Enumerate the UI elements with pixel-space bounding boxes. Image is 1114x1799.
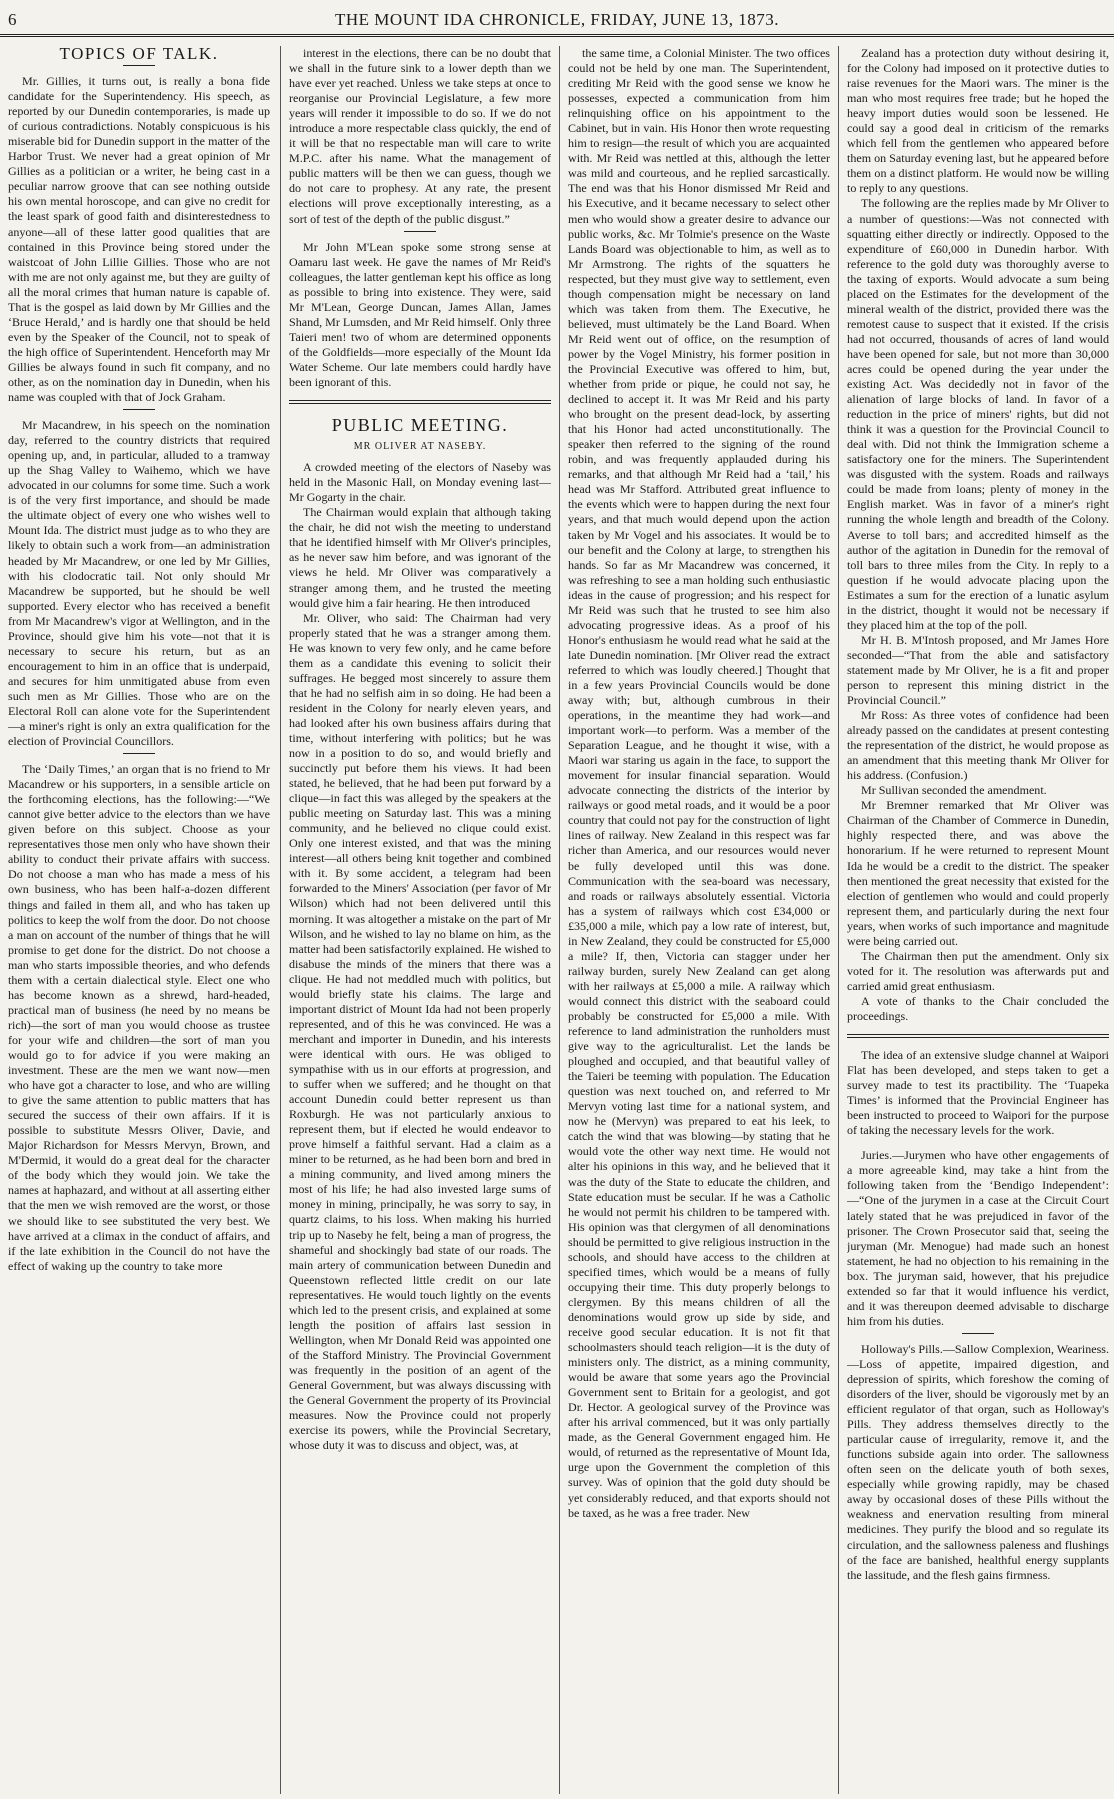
advert-paragraph: Holloway's Pills.—Sallow Complexion, Weariness.—Loss of appetite, impaired digestion, and depression of spirits, which foreshow the coming of disorders of the liver, should be vigorously met by an efficient regulator of that organ, such as Holloway's Pills. They address themselves directly to the particular cause of irregularity, remove it, and the functions subside again into order. The sallowness often seen on the delicate youth of both sexes, especially while growing rapidly, may be chased away by occasional doses of these Pills without the weakness and enervation resulting from mineral medicines. They purify the blood and so regulate its circulation, and the sallowness paleness and flushings of the face are banished, healthful energy supplants the lassitude, and the flesh gains firmness. xyxy=(847,1341,1109,1582)
article-paragraph: Mr Bremner remarked that Mr Oliver was Chairman of the Chamber of Commerce in Dunedin, highly respected there, and was above the honorarium. If he were returned to represent Mount Ida he would be a credit to the district. The speaker then mentioned the great necessity that existed for the election of gentlemen who would and could properly represent them, and particularly during the next four years, when works of such importance and magnitude were being carried out. xyxy=(847,798,1109,948)
topics-heading: TOPICS OF TALK. xyxy=(59,46,219,63)
article-paragraph: interest in the elections, there can be no doubt that we shall in the future sink to a lower depth than we have ever yet reached. Unless we take steps at once to reorganise our Provincial Legislature, a few more years will render it impossible to do so. If we do not introduce a more respectable class quickly, the end of it will be that no respectable man will care to write M.P.C. after his name. What the management of public matters will be then we can guess, though we do not care to prophesy. At any rate, the present elections will prove exceptionally interesting, as a sort of test of the depth of the public disgust.” xyxy=(289,46,551,226)
column-3 xyxy=(568,46,830,1794)
article-paragraph: Mr. Gillies, it turns out, is really a bona fide candidate for the Superintendency. His speech, as reported by our Dunedin contemporaries, is made up of curious contradictions. Notably conspicuous is his miserable bid for Dunedin support in the matter of the Harbor Trust. We never had a great opinion of Mr Gillies as a politician or a writer, he being cast in a peculiar narrow groove that can see nothing outside his own mental horoscope, and can give no credit for the least spark of good faith and disinterestedness to anyone—all of these latter good qualities that are contained in this Province being stored under the waistcoat of John Lillie Gillies. Those who are not with me are not only against me, but they are guilty of all the moral crimes that human nature is capable of. That is the gospel as laid down by Mr Gillies and the ‘Bruce Herald,’ and is hardly one that should be held even by the Speaker of the Council, not to speak of the high office of Superintendent. Henceforth may Mr Gillies be always found in such fit company, and no other, as on the nomination day in Dunedin, when his name was coupled with that of Jock Graham. xyxy=(8,74,270,405)
page-number: 6 xyxy=(8,10,17,29)
article-paragraph: Mr. Oliver, who said: The Chairman had very properly stated that he was a stranger among them. He was known to very few only, and he came before them as a candidate this evening to solicit their suffrages. He begged most sincerely to assure them that he had no selfish aim in so doing. He had been a resident in the Colony for nearly eleven years, and had looked after his own business affairs during that time, without interfering with politics; but he was now in a position to do so, and would briefly and succinctly put before them his views. It had been stated, he believed, that he had been put forward by a clique—in fact this was alleged by the speakers at the public meeting on Saturday last. This was a mining community, and he believed no clique could exist. Only one interest existed, and that was the mining interest—all others being knit together and combined with it. By some accident, a telegram had been forwarded to the Miners' Association (per favor of Mr Wilson) which had not been delivered until this morning. It was altogether a mistake on the part of Mr Wilson, and he wished to lay no blame on him, as the matter had been satisfactorily explained. He wished to disabuse the minds of the miners that there was a clique. He had not meddled much with politics, but would briefly state his claims. The large and important district of Mount Ida had not been properly represented, and of this he was convinced. He was a merchant and importer in Dunedin, and his interests were identical with ours. He was obliged to sympathise with us in our efforts at progression, and to suffer when we suffered; and he thought on that account Dunedin could better represent us than Roxburgh. He was not particularly anxious to represent them, but if elected he would endeavor to prove himself a faithful servant. Had a claim as a miner to be returned, as he had been born and bred in a mining community, and lived among miners the most of his life; he had also invested large sums of money in mining, principally, he was sorry to say, in quartz claims, to his loss. When making his hurried trip up to Naseby he felt, being a man of progress, the shameful and shockingly bad state of our roads. The main artery of communication between Dunedin and Queenstown reflected little credit on our late representatives. He would touch lightly on the events which led to the present crisis, and explained at some length the position of affairs last session in Wellington, when Mr Donald Reid was appointed one of the Stafford Ministry. The Provincial Government was frequently in the position of an agent of the General Government, but was always discussing with the General Government the property of its Provincial measures. Now the Province could not properly exercise its powers, while the Provincial Secretary, whose duty it was to discuss and object, was, at xyxy=(289,610,551,1453)
advertisement xyxy=(847,1342,1109,1583)
divider xyxy=(123,753,155,754)
article-paragraph: Mr John M'Lean spoke some strong sense at Oamaru last week. He gave the names of Mr Reid's colleagues, the latter gentleman kept his office as long as possible to bring into existence. They were, said Mr M'Lean, George Duncan, James Allan, James Shand, Mr Lumsden, and Mr Reid himself. Only three Taieri men! two of whom are determined opponents of the Goldfields—more especially of the Mount Ida Water Scheme. Our late members could hardly have been ignorant of this. xyxy=(289,239,551,389)
column-2 xyxy=(289,46,551,1794)
article-paragraph: The following are the replies made by Mr Oliver to a number of questions:—Was not connected with squatting either directly or indirectly. Opposed to the expenditure of £60,000 in Dunedin harbor. With reference to the gold duty was thoroughly averse to the taxing of exports. Would advocate a sum being placed on the Estimates for the development of the mineral wealth of the district, provided there was the remotest cause to suspect that it existed. If the crisis had not occurred, thousands of acres of land would have been opened for sale, but not more than 30,000 acres could be opened during the year under the existing Act. Was decidedly not in favor of the alienation of large blocks of land. In favor of a reduction in the price of miners' rights, but did not think it was a question for the Provincial Council to deal with. Did not think the Immigration scheme a satisfactory one for the miners. The Superintendent was disgusted with the system. Roads and railways could be made from loans; plenty of money in the English market. Was in favor of a miner's right running the whole length and breadth of the Colony. Averse to toll bars; and accredited himself as the author of the agitation in Dunedin for the removal of toll bars to three miles from the City. In reply to a question if he would advocate placing upon the Estimates a sum for the erection of a lunatic asylum in the district, thought it would not be necessary if they placed him at the top of the poll. xyxy=(847,196,1109,632)
column-rule xyxy=(838,46,839,1794)
section-separator xyxy=(289,400,551,404)
article-paragraph: A crowded meeting of the electors of Naseby was held in the Masonic Hall, on Monday evening last—Mr Gogarty in the chair. xyxy=(289,460,551,505)
article-paragraph: The Chairman then put the amendment. Only six voted for it. The resolution was afterwards put and carried amid great enthusiasm. xyxy=(847,948,1109,993)
article-paragraph: The idea of an extensive sludge channel at Waipori Flat has been developed, and steps taken to get a survey made to test its practibility. The ‘Tuapeka Times’ is informed that the Provincial Engineer has been instructed to proceed to Waipori for the purpose of taking the necessary levels for the work. xyxy=(847,1048,1109,1138)
column-rule xyxy=(559,46,560,1794)
divider xyxy=(123,409,155,410)
column-1 xyxy=(8,46,270,1794)
article-paragraph: Mr H. B. M'Intosh proposed, and Mr James Hore seconded—“That from the able and satisfactory statement made by Mr Oliver, he is a fit and proper person to represent this mining district in the Provincial Council.” xyxy=(847,632,1109,708)
column-4 xyxy=(847,46,1109,1794)
column-rule xyxy=(280,46,281,1794)
meeting-heading: PUBLIC MEETING. xyxy=(331,415,509,436)
article-paragraph: A vote of thanks to the Chair concluded the proceedings. xyxy=(847,993,1109,1023)
article-paragraph: Mr Macandrew, in his speech on the nomination day, referred to the country districts that required opening up, and, in particular, alluded to a tramway up the Shag Valley to Waihemo, which we have advocated in our columns for some time. Such a work is of the very first importance, and should be made the ultimate object of every one who wishes well to Mount Ida. The district must judge as to who they are likely to obtain such a work from—an administration headed by Mr Macandrew, or one led by Mr Gillies, with his clodocratic tail. Not only should Mr Macandrew be supported, but he should be well supported. Every elector who has received a benefit from Mr Macandrew's vigor at Wellington, and in the Province, should give him his vote—not that it is necessary to secure his return, but as an encouragement to him in an office that is underpaid, and secures for him unmitigated abuse from even such men as Mr Gillies. Those who are on the Electoral Roll can alone vote for the Superintendent—a miner's right is only an extra qualification for the election of Provincial Councillors. xyxy=(8,418,270,749)
article-paragraph: Mr Ross: As three votes of confidence had been already passed on the candidates at present contesting the representation of the district, he would propose as an amendment that this meeting thank Mr Oliver for his address. (Confusion.) xyxy=(847,708,1109,783)
meeting-subheading: MR OLIVER AT NASEBY. xyxy=(353,441,487,453)
article-paragraph: Zealand has a protection duty without desiring it, for the Colony had imposed on it protective duties to raise revenues for the Maori wars. The miner is the man who most requires free trade; but he hoped the heavy import duties would soon be lessened. He could say a good deal in criticism of the remarks which fell from the gentlemen who appeared before them on Saturday evening last, but he appeared before them on a distinct platform. He would now be willing to reply to any questions. xyxy=(847,46,1109,196)
divider xyxy=(123,65,155,66)
divider xyxy=(962,1333,994,1334)
section-separator xyxy=(847,1034,1109,1038)
masthead xyxy=(0,8,1114,37)
article-paragraph: the same time, a Colonial Minister. The two offices could not be held by one man. The Superintendent, crediting Mr Reid with the good sense we know he possesses, expected a communication from him relinquishing office on his appointment to the Cabinet, but in vain. His Honor then wrote requesting him to resign—the result of which you are acquainted with. Mr Reid was nettled at this, although the letter was mild and courteous, and he replied sarcastically. The end was that his Honor dismissed Mr Reid and his Executive, and it became necessary to select other men who would show a greater desire to advance our public works, &c. Mr Tolmie's presence on the Waste Lands Board was objectionable to him, as well as to Mr Armstrong. The rights of the squatters he respected, but they must give way to settlement, even though compensation might be necessary on land which was taken from them. The Executive, he believed, must ultimately be the Land Board. When Mr Reid went out of office, on the resumption of power by the Vogel Ministry, his former position in the Provincial Executive was offered to him, but, whether from pride or pique, he could not say, he declined to accept it. It was Mr Reid and his party who brought on the present dead-lock, by asserting that his Honor had acted unconstitutionally. The speaker then referred to the signing of the round robin, and was frequently applauded during his remarks, and that although Mr Reid had a ‘tail,’ his head was Mr Stafford. Attributed great influence to the events which were to happen during the next four years, and that much would depend upon the action taken by Mr Vogel and his associates. It would be to our benefit and the Colony at large, to strengthen his hands. So far as Mr Macandrew was concerned, it was refreshing to see a man holding such enthusiastic ideas in the cause of progression; and his respect for Mr Reid was such that he trusted to see him also advocating progressive ideas. As a proof of his Honor's enthusiasm he would read what he said at the late Dunedin nomination. [Mr Oliver read the extract referred to which was loudly cheered.] Thought that in a few years Provincial Councils would be done away with; but, although cumbrous in their operations, in the meantime they had work—and important work—to perform. Was a member of the Separation League, and he thought it wise, with a Maori war staring us again in the face, to support the movement for insular financial separation. Would advocate connecting the districts of the interior by railways or good metal roads, and it would be a poor country that could not pay for the construction of light lines of railway. New Zealand in this respect was far richer than America, and our resources would never be fully developed until this was done. Communication with the sea-board was necessary, and roads or railways absolutely essential. Victoria has a system of railways which cost £34,000 or £35,000 a mile, which pay a low rate of interest, but, in New Zealand, they could be constructed for £5,000 a mile? If, then, Victoria can stagger under her railway burden, surely New Zealand can get along with her railways at £5,000 a mile. A railway which would connect this district with the seaboard could probably be constructed for £5,000 a mile. With reference to land administration the runholders must give way to the agriculturalist. Let the lands be ploughed and occupied, and that beautiful valley of the Taieri be teeming with population. The Education question was next touched on, and referred to Mr Mervyn voting last time for a national system, and now he (Mervyn) was prepared to eat his leek, to catch the wind that was blowing—by stating that he would vote the other way next time. He would not alter his opinions in this way, and he believed that it was the duty of the State to educate the children, and State education must be secular. If he was a Catholic he would not permit his children to be tampered with. His opinion was that clergymen of all denominations should be permitted to give religious instruction in the schools, and should have access to the children at specified times, which would be a means of fully occupying their time. This duty properly belongs to clergymen. By this means children of all the denominations would grow up side by side, and receive good secular education. It is not fit that schoolmasters should teach religion—it is the duty of ministers only. The district, as a mining community, would be aware that some years ago the Provincial Government sent to Britain for a geologist, and got Dr. Hector. A geological survey of the Province was after his arrival commenced, but it was only partially made, as the General Government engaged him. He would, of returned as the representative of Mount Ida, urge upon the Government the completion of this survey. Was of opinion that the gold duty should be yet considerably reduced, and that exports should not be taxed, as he was a free trader. New xyxy=(568,46,830,1520)
divider xyxy=(404,231,436,232)
article-paragraph: The Chairman would explain that although taking the chair, he did not wish the meeting to understand that he identified himself with Mr Oliver's principles, as he never saw him before, and was ignorant of the views he held. Mr Oliver was comparatively a stranger among them, and he trusted the meeting would give him a fair hearing. He then introduced xyxy=(289,505,551,610)
article-paragraph: The ‘Daily Times,’ an organ that is no friend to Mr Macandrew or his supporters, in a sensible article on the forthcoming elections, has the following:—“We cannot give better advice to the electors than we have given before on this subject. Choose as your representatives those men only who have shown their ability to conduct their private affairs with success. Do not choose a man who has made a mess of his own business, who has been half-a-dozen different things and failed in them all, and who has taken up politics to keep the wolf from the door. Do not choose a man on account of the number of things that he will promise to get done for the district. Do not choose a man who starts impossible theories, and who defends them with a certain dialectical style. Elect one who has become known as a shrewd, hard-headed, practical man of business (he need by no means be rich)—the sort of man you would choose as trustee for your wife and children—the sort of man you would go to for advice if you were making an investment. These are the men we want now—men who have got a character to lose, and who are willing to give the same attention to public matters that has secured the success of their own affairs. If it is possible to substitute Messrs Oliver, Davie, and Major Richardson for Messrs Mervyn, Brown, and M'Dermid, it would do a great deal for the character of the body which they would join. We take the names at haphazard, and without at all asserting either that the men we wish removed are the worst, or those we should like to see substituted the very best. We have arrived at a climax in the conduct of affairs, and if the late exhibition in the Council do not have the effect of waking up the country to take more xyxy=(8,762,270,1273)
article-paragraph: Juries.—Jurymen who have other engagements of a more agreeable kind, may take a hint from the following taken from the ‘Bendigo Independent’:—“One of the jurymen in a case at the Circuit Court lately stated that he was prejudiced in favor of the prisoner. The Crown Prosecutor said that, seeing the juryman (Mr. Menogue) had made such an honest statement, he had no objection to his remaining in the box. The juryman said, however, that his prejudice extended so far that it would influence his verdict, and it was thereupon deemed advisable to discharge him from his duties. xyxy=(847,1148,1109,1328)
article-paragraph: Mr Sullivan seconded the amendment. xyxy=(861,783,1047,798)
running-title: THE MOUNT IDA CHRONICLE, FRIDAY, JUNE 13, 1873. xyxy=(335,10,779,29)
